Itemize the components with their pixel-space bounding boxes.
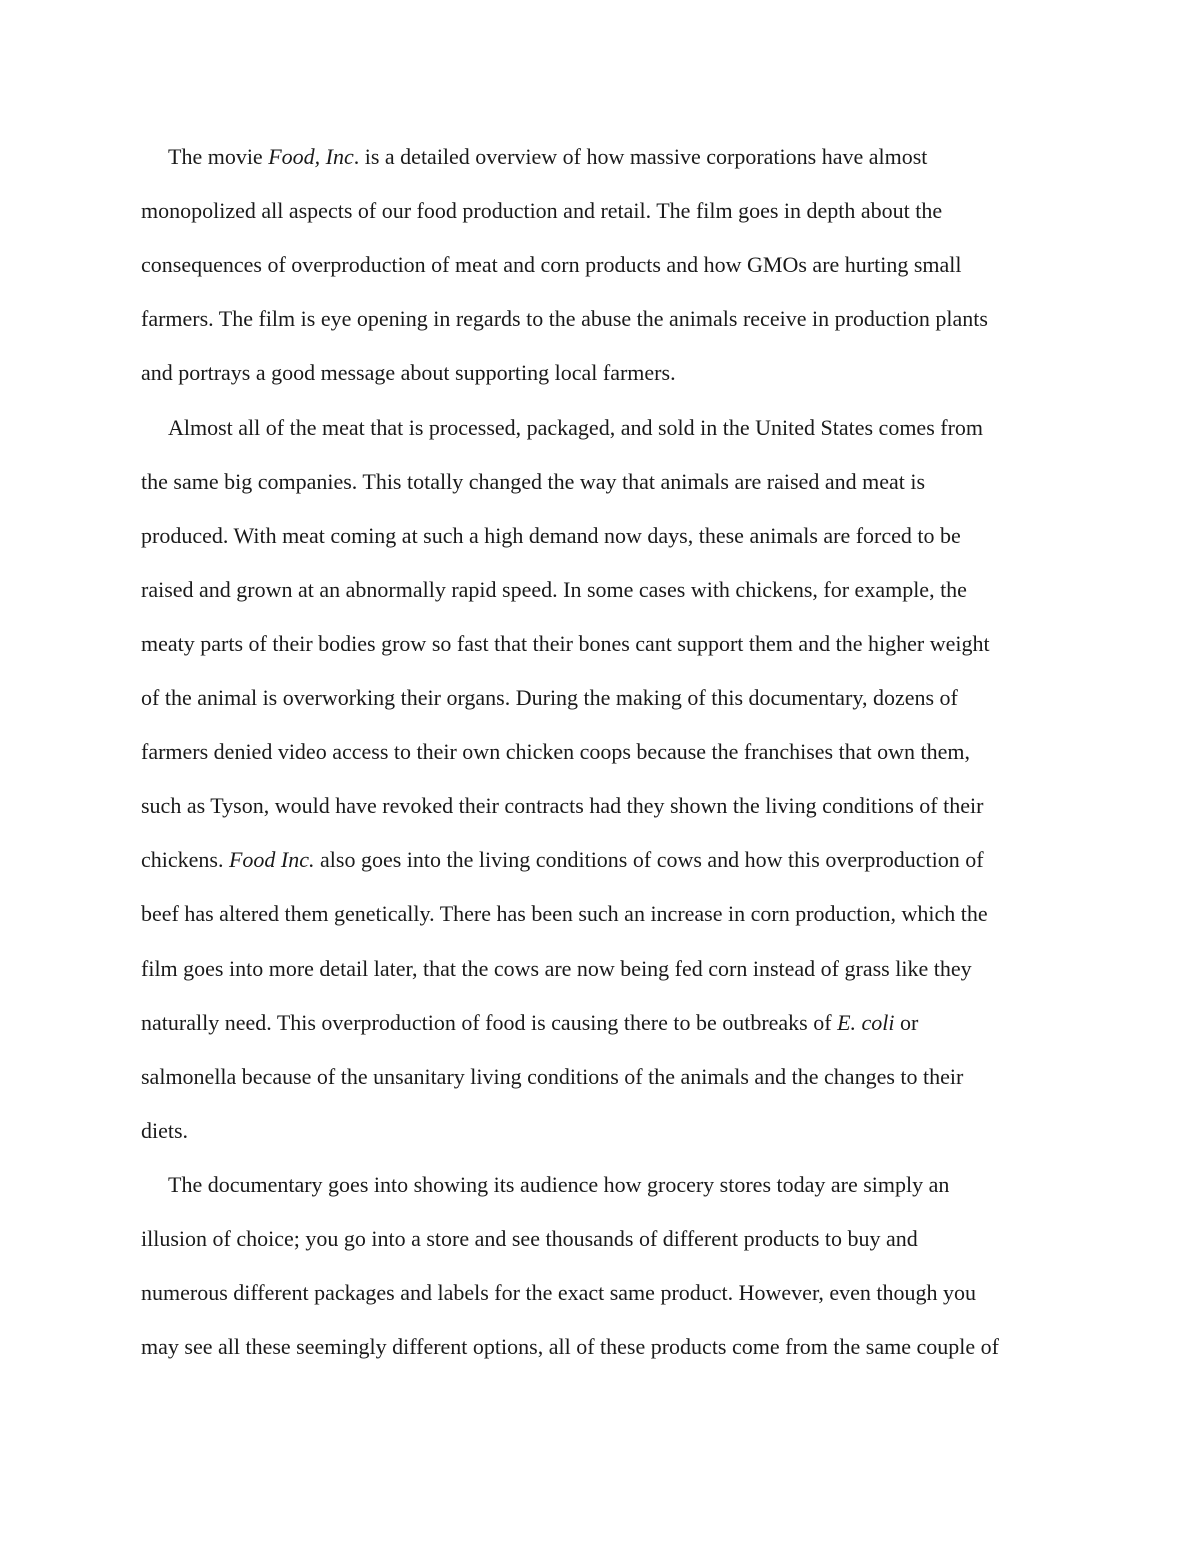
text-run: diets.	[141, 1117, 189, 1143]
text-run: produced. With meat coming at such a high demand now days, these animals are forced to be	[141, 522, 961, 548]
text-run: may see all these seemingly different options, all of these products come from the same couple of	[141, 1334, 999, 1360]
text-run: Almost all of the meat that is processed, packaged, and sold in the United States comes from	[168, 414, 984, 440]
paragraph-line	[141, 1327, 999, 1367]
paragraph-line	[141, 786, 983, 826]
text-run: also goes into the living conditions of cows and how this overproduction of	[314, 847, 984, 873]
paragraph-line	[141, 624, 990, 664]
paragraph-line	[141, 1273, 976, 1313]
paragraph-line	[141, 1219, 918, 1259]
paragraph-line	[141, 353, 676, 393]
paragraph-line	[141, 1111, 188, 1151]
paragraph-line	[141, 299, 988, 339]
text-run: raised and grown at an abnormally rapid speed. In some cases with chickens, for example, the	[141, 576, 967, 602]
text-run: and portrays a good message about supporting local farmers.	[141, 360, 676, 386]
text-run: The documentary goes into showing its audience how grocery stores today are simply an	[168, 1171, 950, 1197]
paragraph-line	[141, 516, 961, 556]
paragraph-line	[141, 245, 962, 285]
paragraph-line	[141, 894, 988, 934]
text-run: monopolized all aspects of our food production and retail. The film goes in depth about the	[141, 198, 943, 224]
paragraph-line	[141, 570, 967, 610]
text-run: . is a detailed overview of how massive corporations have almost	[353, 144, 928, 169]
text-run: farmers. The film is eye opening in regards to the abuse the animals receive in production plants	[141, 306, 988, 332]
text-run: illusion of choice; you go into a store and see thousands of different products to buy and	[141, 1226, 918, 1251]
text-run: naturally need. This overproduction of food is causing there to be outbreaks of	[141, 1009, 838, 1035]
paragraph-first-line	[168, 408, 983, 448]
paragraph-first-line	[168, 137, 927, 177]
paragraph-line	[141, 678, 958, 718]
paragraph-line	[141, 949, 972, 989]
paragraph-line	[141, 191, 942, 231]
paragraph-first-line	[168, 1165, 949, 1205]
text-run: salmonella because of the unsanitary living conditions of the animals and the changes to their	[141, 1063, 964, 1089]
paragraph-line	[141, 1003, 918, 1043]
text-run: the same big companies. This totally changed the way that animals are raised and meat is	[141, 468, 926, 494]
text-run: or	[894, 1009, 919, 1035]
text-run: farmers denied video access to their own chicken coops because the franchises that own them,	[141, 739, 970, 765]
paragraph-line	[141, 462, 925, 502]
italic-title-text: Food Inc.	[228, 847, 315, 873]
text-run: beef has altered them genetically. There has been such an increase in corn production, which the	[141, 901, 988, 927]
text-run: such as Tyson, would have revoked their contracts had they shown the living conditions of their	[141, 793, 984, 819]
text-run: of the animal is overworking their organs. During the making of this documentary, dozens of	[141, 685, 958, 710]
paragraph-line	[141, 732, 970, 772]
text-run: meaty parts of their bodies grow so fast that their bones cant support them and the higher weight	[141, 630, 990, 656]
text-run: chickens.	[141, 847, 229, 873]
italic-title-text: E. coli	[837, 1009, 895, 1035]
text-run: The movie	[168, 144, 269, 169]
text-run: numerous different packages and labels for the exact same product. However, even though you	[141, 1280, 977, 1306]
text-run: consequences of overproduction of meat and corn products and how GMOs are hurting small	[141, 252, 962, 278]
paragraph-line	[141, 1057, 963, 1097]
paragraph-line	[141, 840, 984, 880]
italic-title-text: Food, Inc	[268, 144, 354, 169]
text-run: film goes into more detail later, that the cows are now being fed corn instead of grass like they	[141, 955, 972, 981]
